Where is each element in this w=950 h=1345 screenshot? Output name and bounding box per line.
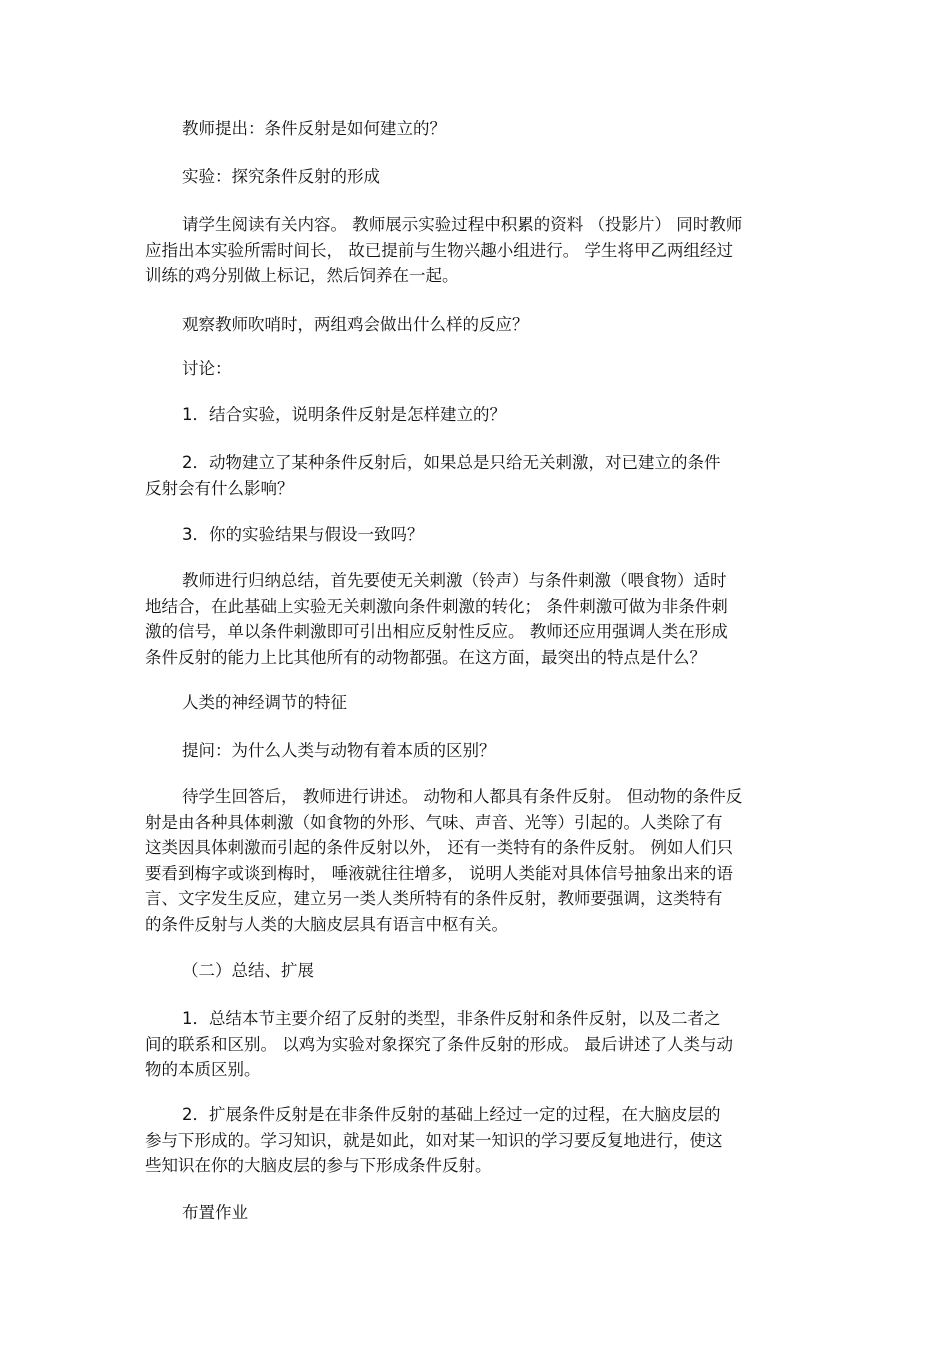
text-line: 的条件反射与人类的大脑皮层具有语言中枢有关。 — [145, 914, 508, 934]
paragraph-human-features-heading — [145, 690, 805, 716]
text-line: 条件反射的能力上比其他所有的动物都强。在这方面，最突出的特点是什么？ — [145, 647, 706, 667]
text-line: （二）总结、扩展 — [182, 961, 314, 980]
paragraph-extension-2 — [145, 1102, 805, 1179]
text-line: 观察教师吹哨时，两组鸡会做出什么样的反应？ — [182, 315, 529, 334]
text-line: 反射会有什么影响？ — [145, 478, 294, 498]
text-line: 言、文字发生反应，建立另一类人类所特有的条件反射，教师要强调，这类特有 — [145, 889, 723, 908]
paragraph-reading — [145, 212, 805, 289]
text-line: 地结合，在此基础上实验无关刺激向条件刺激的转化； 条件刺激可做为非条件刺 — [145, 596, 728, 616]
paragraph-section-two-heading — [145, 958, 805, 984]
text-line: 激的信号，单以条件刺激即可引出相应反射性反应。 教师还应用强调人类在形成 — [145, 622, 728, 641]
text-line: 讨论： — [182, 359, 232, 378]
text-line: 物的本质区别。 — [145, 1060, 261, 1079]
paragraph-summary — [145, 568, 805, 670]
text-line: 提问：为什么人类与动物有着本质的区别？ — [182, 741, 496, 760]
text-line: 请学生阅读有关内容。 教师展示实验过程中积累的资料 （投影片） 同时教师 — [182, 215, 743, 234]
text-line: 人类的神经调节的特征 — [182, 693, 347, 712]
paragraph-experiment-title — [145, 164, 805, 190]
text-line: 待学生回答后， 教师进行讲述。 动物和人都具有条件反射。 但动物的条件反 — [182, 787, 743, 806]
text-line: 应指出本实验所需时间长， 故已提前与生物兴趣小组进行。 学生将甲乙两组经过 — [145, 240, 733, 260]
paragraph-homework-heading — [145, 1200, 805, 1226]
text-line: 些知识在你的大脑皮层的参与下形成条件反射。 — [145, 1156, 492, 1175]
paragraph-observe — [145, 312, 805, 338]
text-line: 3．你的实验结果与假设一致吗？ — [182, 525, 424, 544]
text-line: 1．结合实验，说明条件反射是怎样建立的？ — [182, 405, 506, 424]
text-line: 要看到梅字或谈到梅时， 唾液就往往增多， 说明人类能对具体信号抽象出来的语 — [145, 863, 733, 883]
text-line: 这类因具体刺激而引起的条件反射以外， 还有一类特有的条件反射。 例如人们只 — [145, 838, 733, 857]
text-line: 训练的鸡分别做上标记，然后饲养在一起。 — [145, 266, 459, 285]
paragraph-summary-1 — [145, 1006, 805, 1083]
text-line: 实验：探究条件反射的形成 — [182, 167, 380, 186]
text-line: 2．扩展条件反射是在非条件反射的基础上经过一定的过程，在大脑皮层的 — [182, 1105, 721, 1124]
paragraph-discussion-heading — [145, 356, 805, 382]
text-line: 参与下形成的。学习知识，就是如此，如对某一知识的学习要反复地进行，使这 — [145, 1130, 723, 1150]
paragraph-teacher-question — [145, 116, 805, 142]
text-line: 1．总结本节主要介绍了反射的类型，非条件反射和条件反射，以及二者之 — [182, 1009, 721, 1028]
text-line: 射是由各种具体刺激（如食物的外形、气味、声音、光等）引起的。人类除了有 — [145, 812, 723, 832]
paragraph-question-3 — [145, 522, 805, 548]
text-line: 2．动物建立了某种条件反射后，如果总是只给无关刺激，对已建立的条件 — [182, 453, 721, 472]
text-line: 间的联系和区别。 以鸡为实验对象探究了条件反射的形成。 最后讲述了人类与动 — [145, 1034, 733, 1054]
paragraph-question-1 — [145, 402, 805, 428]
paragraph-question-2 — [145, 450, 805, 501]
paragraph-explanation — [145, 784, 805, 937]
paragraph-why-question — [145, 738, 805, 764]
text-line: 教师提出：条件反射是如何建立的？ — [182, 119, 446, 138]
text-line: 布置作业 — [182, 1203, 248, 1222]
text-line: 教师进行归纳总结，首先要使无关刺激（铃声）与条件刺激（喂食物）适时 — [182, 571, 727, 590]
